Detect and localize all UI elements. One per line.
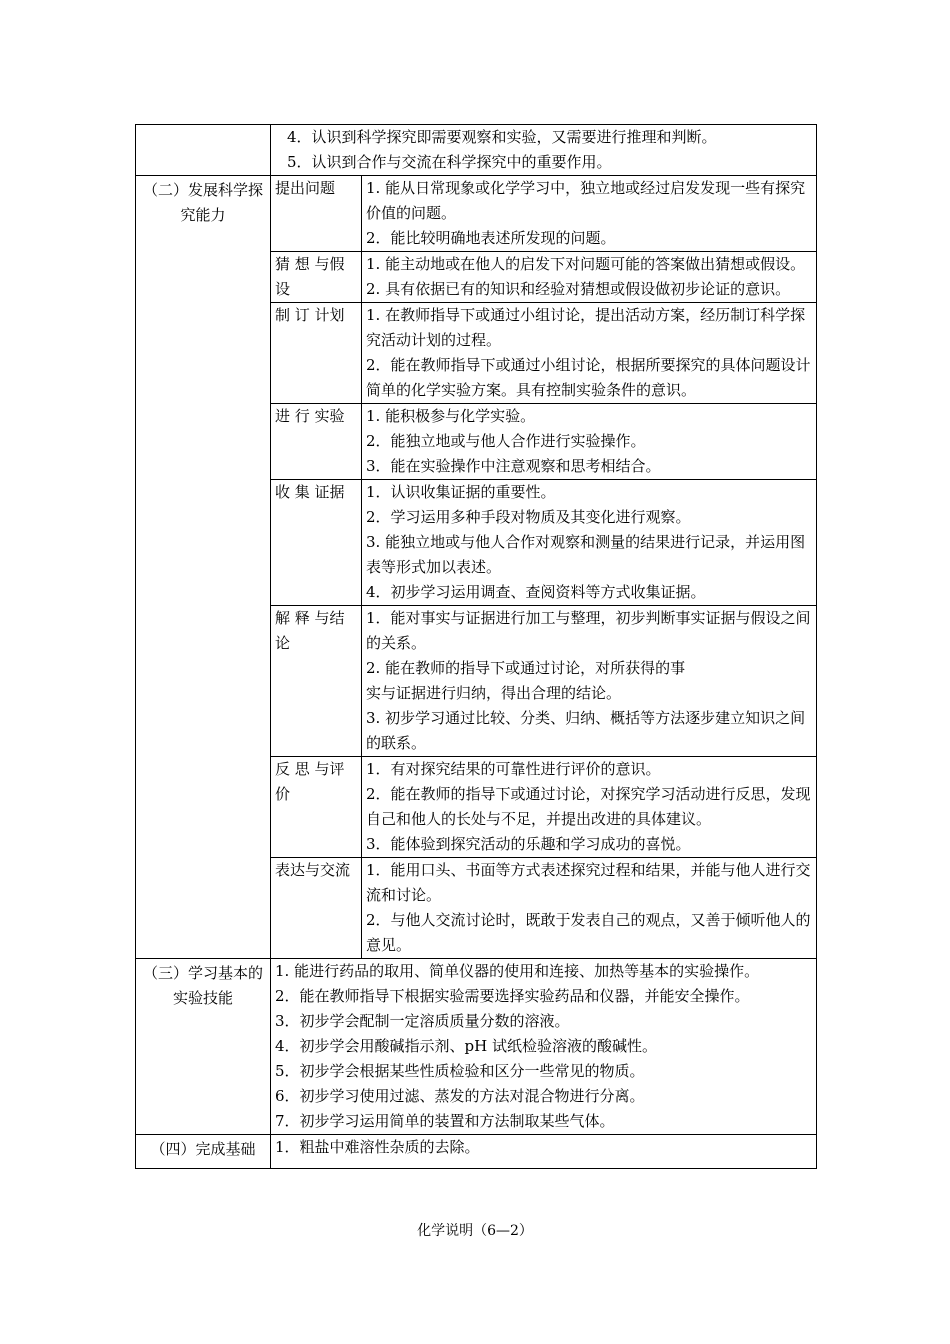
sub-label-cell [271, 303, 362, 404]
table-row [136, 125, 817, 176]
list-item: 2．能在教师的指导下或通过讨论，对探究学习活动进行反思，发现自己和他人的长处与不足，并提出改进的具体建议。 [366, 785, 811, 828]
table-row [136, 959, 817, 1135]
section-label: （二）发展科学探究能力 [142, 181, 263, 224]
sub-label-cell [271, 252, 362, 303]
list-item: 1. 能主动地或在他人的启发下对问题可能的答案做出猜想或假设。 [366, 255, 806, 273]
list-item: 1. 能积极参与化学实验。 [366, 407, 536, 425]
items-cell [362, 606, 817, 757]
list-item: 2．能独立地或与他人合作进行实验操作。 [366, 432, 646, 450]
section-label: （四）完成基础 [150, 1140, 256, 1158]
list-item: 2．能在教师指导下或通过小组讨论，根据所要探究的具体问题设计简单的化学实验方案。具有控制实验条件的意识。 [366, 356, 811, 399]
list-item: 1. 能进行药品的取用、简单仪器的使用和连接、加热等基本的实验操作。 [275, 962, 760, 980]
items-cell [362, 858, 817, 959]
list-item: 1．有对探究结果的可靠性进行评价的意识。 [366, 760, 661, 778]
list-item: 3．初步学会配制一定溶质质量分数的溶液。 [275, 1012, 570, 1030]
list-item: 实与证据进行归纳，得出合理的结论。 [366, 684, 622, 702]
sub-label-cell [271, 858, 362, 959]
sub-label: 收 集 证据 [275, 483, 345, 501]
list-item: 1．能对事实与证据进行加工与整理，初步判断事实证据与假设之间的关系。 [366, 609, 811, 652]
page-footer: 化学说明（6—2） [417, 1223, 533, 1239]
sub-label-cell [271, 176, 362, 252]
section-cell [136, 125, 271, 176]
list-item: 3. 初步学习通过比较、分类、归纳、概括等方法逐步建立知识之间的联系。 [366, 709, 806, 752]
section-cell [136, 176, 271, 959]
sub-label: 进 行 实验 [275, 407, 345, 425]
list-item: 1．粗盐中难溶性杂质的去除。 [275, 1138, 480, 1156]
list-item: 6．初步学习使用过滤、蒸发的方法对混合物进行分离。 [275, 1087, 645, 1105]
section-cell [136, 1135, 271, 1169]
list-item: 1. 能从日常现象或化学学习中，独立地或经过启发发现一些有探究价值的问题。 [366, 179, 806, 222]
list-item: 4．初步学会用酸碱指示剂、pH 试纸检验溶液的酸碱性。 [275, 1037, 657, 1055]
list-item: 4．初步学习运用调查、查阅资料等方式收集证据。 [366, 583, 706, 601]
list-item: 3．能体验到探究活动的乐趣和学习成功的喜悦。 [366, 835, 691, 853]
items-cell [271, 959, 817, 1135]
list-item: 5．认识到合作与交流在科学探究中的重要作用。 [287, 153, 612, 171]
list-item: 2．能在教师指导下根据实验需要选择实验药品和仪器，并能安全操作。 [275, 987, 750, 1005]
list-item: 2．与他人交流讨论时，既敢于发表自己的观点，又善于倾听他人的意见。 [366, 911, 811, 954]
list-item: 1. 在教师指导下或通过小组讨论，提出活动方案，经历制订科学探究活动计划的过程。 [366, 306, 806, 349]
table-row [136, 1135, 817, 1169]
standards-table [135, 124, 817, 1169]
sub-label-cell [271, 480, 362, 606]
items-cell [362, 176, 817, 252]
sub-label: 提出问题 [275, 179, 336, 197]
items-cell [362, 303, 817, 404]
sub-label-cell [271, 404, 362, 480]
sub-label: 反 思 与评价 [275, 760, 345, 803]
list-item: 1．能用口头、书面等方式表述探究过程和结果，并能与他人进行交流和讨论。 [366, 861, 811, 904]
list-item: 2. 能在教师的指导下或通过讨论，对所获得的事 [366, 659, 686, 677]
list-item: 1．认识收集证据的重要性。 [366, 483, 556, 501]
sub-label-cell [271, 757, 362, 858]
items-cell [362, 757, 817, 858]
items-cell [362, 252, 817, 303]
sub-label-cell [271, 606, 362, 757]
section-label: （三）学习基本的实验技能 [142, 964, 263, 1007]
sub-label: 猜 想 与假设 [275, 255, 345, 298]
items-cell [271, 125, 817, 176]
list-item: 3．能在实验操作中注意观察和思考相结合。 [366, 457, 661, 475]
list-item: 3. 能独立地或与他人合作对观察和测量的结果进行记录，并运用图表等形式加以表述。 [366, 533, 806, 576]
list-item: 2. 具有依据已有的知识和经验对猜想或假设做初步论证的意识。 [366, 280, 791, 298]
list-item: 7．初步学习运用简单的装置和方法制取某些气体。 [275, 1112, 615, 1130]
list-item: 4．认识到科学探究即需要观察和实验，又需要进行推理和判断。 [287, 128, 717, 146]
sub-label: 制 订 计划 [275, 306, 345, 324]
items-cell [271, 1135, 817, 1169]
list-item: 2．学习运用多种手段对物质及其变化进行观察。 [366, 508, 691, 526]
items-cell [362, 404, 817, 480]
items-cell [362, 480, 817, 606]
sub-label: 表达与交流 [275, 861, 351, 879]
section-cell [136, 959, 271, 1135]
table-row [136, 176, 817, 252]
sub-label: 解 释 与结论 [275, 609, 345, 652]
list-item: 2．能比较明确地表述所发现的问题。 [366, 229, 616, 247]
list-item: 5．初步学会根据某些性质检验和区分一些常见的物质。 [275, 1062, 645, 1080]
